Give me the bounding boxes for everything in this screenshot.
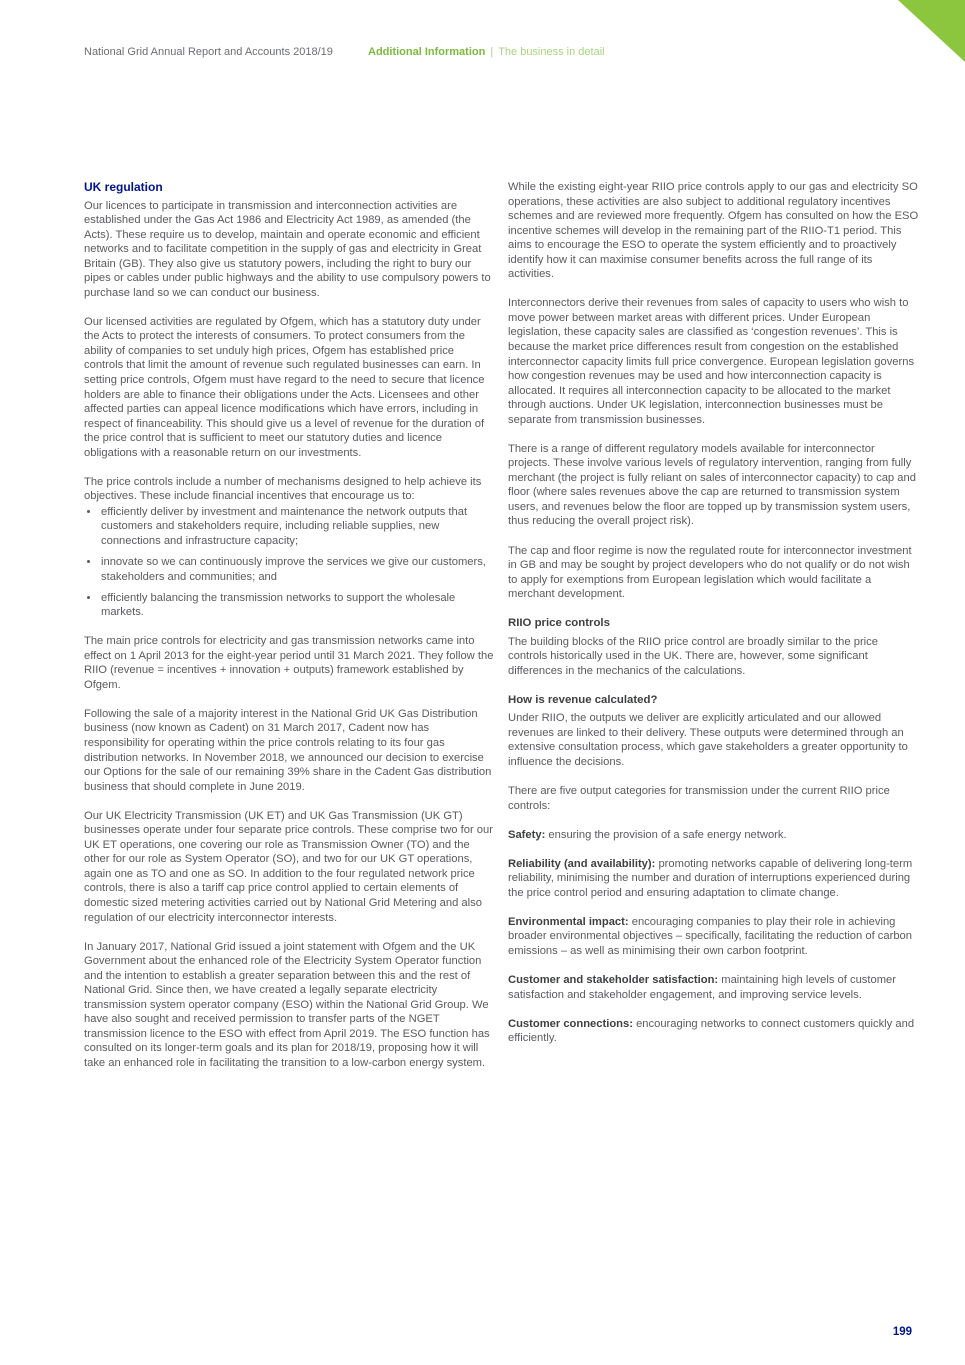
uk-regulation-heading: UK regulation xyxy=(84,180,163,194)
paragraph: The main price controls for electricity and gas transmission networks came into effect on 1 April 2013 for the eight-year period until 31 March 2021. They follow the RIIO (revenue = incentives + innovation + outputs) framework established by Ofgem. xyxy=(84,635,494,691)
output-category-text: encouraging companies to play their role in achieving broader environmental objectives – specifically, facilitating the reduction of carbon emissions – as well as minimising their own carbon footprint. xyxy=(508,915,913,957)
paragraph: While the existing eight-year RIIO price controls apply to our gas and electricity SO operations, these activities are also subject to additional regulatory incentives schemes and are reviewed more frequently. Ofgem has consulted on how the ESO incentive schemes will develop in the remaining part of the RIIO-T1 period. This aims to encourage the ESO to operate the system efficiently and to proactively identify how it can maximise consumer benefits across the full range of its activities. xyxy=(508,181,919,281)
paragraph: The building blocks of the RIIO price control are broadly similar to the price controls historically used in the UK. There are, however, some significant differences in the mechanics of the calculations. xyxy=(508,635,878,677)
riio-price-controls-heading: RIIO price controls xyxy=(508,617,610,630)
incentives-bullet-list xyxy=(84,505,495,620)
page-number: 199 xyxy=(892,1326,912,1338)
paragraph: In January 2017, National Grid issued a joint statement with Ofgem and the UK Government about the enhanced role of the Electricity System Operator function and the intention to establish a greater separation between this and the rest of National Grid. Since then, we have created a legally separate electricity transmission system operator company (ESO) within the National Grid Group. We have also sought and received permission to transfer parts of the NGET transmission licence to the ESO with effect from April 2019. The ESO function has consulted on its longer-term goals and its plan for 2018/19, proposing how it will take an enhanced role in facilitating the transition to a low-carbon energy system. xyxy=(84,940,490,1069)
paragraph: Our licences to participate in transmission and interconnection activities are established under the Gas Act 1986 and Electricity Act 1989, as amended (the Acts). These require us to develop, maintain and operate economic and efficient networks and to facilitate competition in the supply of gas and electricity in Great Britain (GB). They also give us statutory powers, including the right to bury our pipes or cables under public highways and the ability to use compulsory powers to purchase land so we can conduct our business. xyxy=(84,199,491,299)
section-detail-label: The business in detail xyxy=(498,46,605,58)
output-category-label: Reliability (and availability): xyxy=(508,857,656,870)
revenue-calculated-heading: How is revenue calculated? xyxy=(508,693,658,706)
paragraph: Our licensed activities are regulated by Ofgem, which has a statutory duty under the Acts to protect the interests of consumers. To protect consumers from the ability of companies to set unduly high prices, Ofgem has established price controls that limit the amount of revenue such regulated businesses can earn. In setting price controls, Ofgem must have regard to the need to secure that licence holders are able to finance their obligations under the Acts. Licensees and other affected parties can appeal licence modifications which have errors, including in respect of financeability. This should give us a level of revenue for the duration of the price control that is sufficient to meet our statutory duties and licence obligations with a reasonable return on our investments. xyxy=(84,315,485,459)
output-category xyxy=(508,915,919,959)
left-column xyxy=(84,180,495,1085)
paragraph: There are five output categories for transmission under the current RIIO price controls: xyxy=(508,785,890,812)
output-category-label: Customer and stakeholder satisfaction: xyxy=(508,973,719,986)
bullet-item: • innovate so we can continuously improve the services we give our customers, stakeholders and communities; and xyxy=(100,555,495,584)
output-category-label: Safety: xyxy=(508,828,546,841)
paragraph: Under RIIO, the outputs we deliver are explicitly articulated and our allowed revenues are linked to their delivery. These outputs were determined through an extensive consultation process, which gave stakeholders a greater opportunity to influence the decisions. xyxy=(508,712,908,768)
output-category xyxy=(508,857,919,901)
report-title: National Grid Annual Report and Accounts 2018/19 xyxy=(84,46,333,58)
bullet-item: • efficiently deliver by investment and maintenance the network outputs that customers and stakeholders require, including reliable supplies, new connections and infrastructure capacity; xyxy=(100,505,495,549)
output-category xyxy=(508,1017,919,1046)
corner-triangle-decoration xyxy=(898,0,965,62)
paragraph: The cap and floor regime is now the regulated route for interconnector investment in GB and may be sought by project developers who do not qualify or do not wish to apply for exemptions from European legislation which would facilitate a merchant development. xyxy=(508,544,912,601)
right-column xyxy=(508,180,919,1060)
output-category xyxy=(508,828,919,843)
output-category xyxy=(508,973,919,1002)
output-category-text: encouraging networks to connect customers quickly and efficiently. xyxy=(508,1017,915,1045)
output-category-label: Customer connections: xyxy=(508,1017,633,1030)
output-category-label: Environmental impact: xyxy=(508,915,629,928)
output-category-text: promoting networks capable of delivering long-term reliability, minimising the number and duration of interruptions experienced during the price control period and ensuring adaptation to climate change. xyxy=(508,857,913,899)
section-label: Additional Information xyxy=(368,46,486,58)
output-category-text: maintaining high levels of customer satisfaction and stakeholder engagement, and improving service levels. xyxy=(508,973,896,1001)
paragraph: Following the sale of a majority interest in the National Grid UK Gas Distribution business (now known as Cadent) on 31 March 2017, Cadent now has responsibility for operating within the price controls relating to its four gas distribution networks. In November 2018, we announced our decision to exercise our Options for the sale of our remaining 39% share in the Cadent Gas distribution business that should complete in June 2019. xyxy=(84,707,492,793)
paragraph: Interconnectors derive their revenues from sales of capacity to users who wish to move power between market areas with different prices. Under European legislation, these capacity sales are classified as ‘congestion revenues’. This is because the market price differences result from congestion on the established interconnector capacity limits full price convergence. European legislation governs how congestion revenues may be used and how interconnection capacity is allocated. It requires all interconnection capacity to be allocated to the market through auctions. Under UK legislation, interconnection businesses must be separate from transmission businesses. xyxy=(508,297,915,426)
bullet-item: • efficiently balancing the transmission networks to support the wholesale markets. xyxy=(100,591,495,620)
paragraph: The price controls include a number of mechanisms designed to help achieve its objectives. These include financial incentives that encourage us to: xyxy=(84,475,482,503)
paragraph: Our UK Electricity Transmission (UK ET) and UK Gas Transmission (UK GT) businesses operate under four separate price controls. These comprise two for our UK ET operations, one covering our role as Transmission Owner (TO) and the other for our role as System Operator (SO), and two for our UK GT operations, again one as TO and one as SO. In addition to the four regulated network price controls, there is also a tariff cap price control applied to certain elements of domestic sized metering activities carried out by National Grid Metering and also regulation of our electricity interconnector interests. xyxy=(84,809,493,924)
output-category-text: ensuring the provision of a safe energy network. xyxy=(548,828,787,841)
section-divider: | xyxy=(490,46,494,58)
page-header xyxy=(84,46,905,59)
paragraph: There is a range of different regulatory models available for interconnector projects. These involve various levels of regulatory intervention, ranging from fully merchant (the project is fully reliant on sales of interconnector capacity) to cap and floor (where sales revenues above the cap are returned to transmission system users, and revenues below the floor are topped up by transmission system users, thus reducing the overall project risk). xyxy=(508,442,916,528)
